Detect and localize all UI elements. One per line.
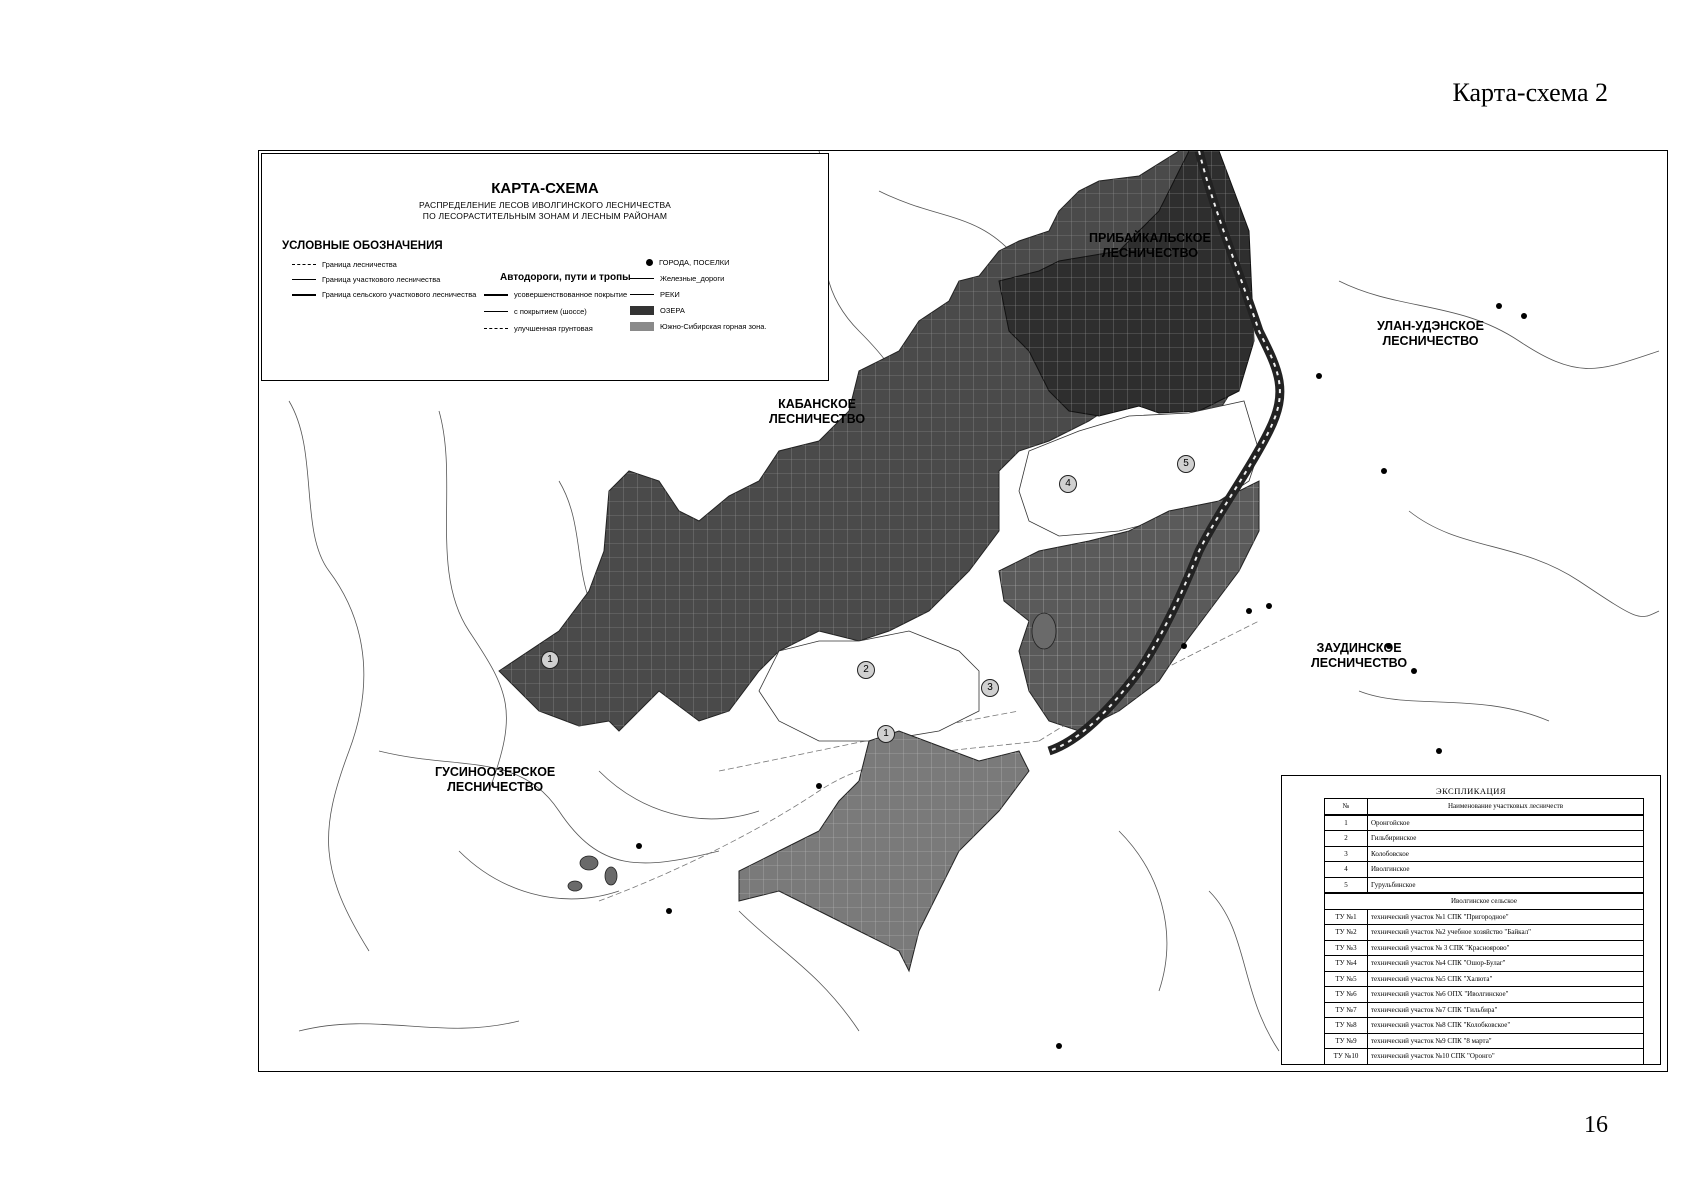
legend-label: Граница участкового лесничества [322, 275, 441, 284]
legend-roads-heading: Автодороги, пути и тропы [500, 272, 631, 283]
table-row [1325, 1002, 1644, 1018]
valley-clearing-south [759, 631, 979, 741]
district-name: ГУСИНООЗЕРСКОЕ [435, 765, 556, 779]
legend-item-road-highway [484, 307, 587, 316]
row-name: технический участок №10 СПК "Оронго" [1368, 1049, 1644, 1065]
district-label-zaudinskoe [1311, 641, 1407, 671]
row-name: Колобовское [1368, 846, 1644, 862]
row-number: 5 [1325, 877, 1368, 893]
district-label-gusinoozerskoe [435, 765, 555, 795]
road-line-icon [484, 328, 508, 329]
table-row [1325, 877, 1644, 893]
row-number: ТУ №7 [1325, 1002, 1368, 1018]
boundary-line-icon [292, 294, 316, 296]
row-number: ТУ №8 [1325, 1018, 1368, 1034]
section-title: Иволгинское сельское [1325, 893, 1644, 909]
district-name: ПРИБАЙКАЛЬСКОЕ [1089, 231, 1211, 245]
row-name: технический участок №7 СПК "Гильбира" [1368, 1002, 1644, 1018]
legend-heading: УСЛОВНЫЕ ОБОЗНАЧЕНИЯ [282, 240, 443, 252]
explication-panel [1281, 775, 1661, 1065]
district-type: ЛЕСНИЧЕСТВО [1382, 334, 1479, 348]
district-marker: 4 [1059, 475, 1077, 493]
table-header [1325, 799, 1644, 815]
legend-item-mountain-zone [630, 322, 766, 331]
row-number: ТУ №4 [1325, 956, 1368, 972]
district-type: ЛЕСНИЧЕСТВО [447, 780, 544, 794]
legend-item-rivers [630, 290, 680, 299]
row-name: технический участок №2 учебное хозяйство "Байкал" [1368, 925, 1644, 941]
railway-line-icon [630, 278, 654, 279]
legend-subtitle-line2: ПО ЛЕСОРАСТИТЕЛЬНЫМ ЗОНАМ И ЛЕСНЫМ РАЙОНАМ [422, 211, 668, 221]
legend-label: с покрытием (шоссе) [514, 307, 587, 316]
legend-label: Граница сельского участкового лесничества [322, 290, 477, 299]
legend-item-towns [638, 258, 730, 267]
table-row [1325, 846, 1644, 862]
legend-label: ОЗЕРА [660, 306, 685, 315]
header-cell: Наименование участковых лесничеств [1368, 799, 1644, 815]
explication-table [1324, 798, 1644, 1065]
row-number: 4 [1325, 862, 1368, 878]
row-name: технический участок №8 СПК "Колобковское" [1368, 1018, 1644, 1034]
row-number: ТУ №6 [1325, 987, 1368, 1003]
table-row [1325, 987, 1644, 1003]
table-row [1325, 1033, 1644, 1049]
district-type: ЛЕСНИЧЕСТВО [1311, 656, 1408, 670]
page-number: 16 [1584, 1112, 1608, 1138]
row-name: Гурульбинское [1368, 877, 1644, 893]
legend-title: КАРТА-СХЕМА [491, 180, 599, 197]
lake-swatch-icon [630, 306, 654, 315]
river-line-icon [630, 294, 654, 295]
legend-label: РЕКИ [660, 290, 680, 299]
table-row [1325, 815, 1644, 831]
row-number: 3 [1325, 846, 1368, 862]
table-row [1325, 831, 1644, 847]
legend-label: Железные_дороги [660, 274, 725, 283]
table-section-row [1325, 893, 1644, 909]
district-type: ЛЕСНИЧЕСТВО [1101, 246, 1198, 260]
district-label-pribaikalskoe [1089, 231, 1211, 261]
boundary-line-icon [292, 264, 316, 265]
road-line-icon [484, 294, 508, 296]
row-number: ТУ №9 [1325, 1033, 1368, 1049]
row-number: ТУ №2 [1325, 925, 1368, 941]
table-row [1325, 1049, 1644, 1065]
table-row [1325, 940, 1644, 956]
legend-item-road-dirt [484, 324, 593, 333]
table-row [1325, 925, 1644, 941]
header-cell: № [1325, 799, 1368, 815]
district-marker: 2 [857, 661, 875, 679]
district-label-kabanskoe [769, 397, 865, 427]
row-number: ТУ №1 [1325, 909, 1368, 925]
row-name: технический участок №1 СПК "Пригородное" [1368, 909, 1644, 925]
row-name: Иволгинское [1368, 862, 1644, 878]
row-number: ТУ №5 [1325, 971, 1368, 987]
road-line-icon [484, 311, 508, 312]
town-dot-icon [646, 259, 653, 266]
row-name: технический участок №5 СПК "Халюта" [1368, 971, 1644, 987]
legend-item-forestry-boundary [292, 260, 397, 269]
explication-title: ЭКСПЛИКАЦИЯ [1435, 786, 1507, 796]
legend-item-lakes [630, 306, 685, 315]
row-number: 1 [1325, 815, 1368, 831]
row-name: технический участок №6 ОПХ "Иволгинское" [1368, 987, 1644, 1003]
legend-label: усовершенствованное покрытие [514, 290, 628, 299]
row-name: Гильбиринское [1368, 831, 1644, 847]
district-name: УЛАН-УДЭНСКОЕ [1377, 319, 1484, 333]
district-marker: 1 [877, 725, 895, 743]
district-marker: 1 [541, 651, 559, 669]
boundary-line-icon [292, 279, 316, 280]
legend-item-railways [630, 274, 724, 283]
legend-item-district-boundary [292, 275, 440, 284]
table-row [1325, 909, 1644, 925]
district-marker: 5 [1177, 455, 1195, 473]
district-label-ulan-udenskoe [1377, 319, 1484, 349]
table-row [1325, 1018, 1644, 1034]
page-header: Карта-схема 2 [1452, 78, 1608, 107]
row-number: 2 [1325, 831, 1368, 847]
table-row [1325, 862, 1644, 878]
row-number: ТУ №3 [1325, 940, 1368, 956]
table-row [1325, 956, 1644, 972]
legend-item-rural-boundary [292, 290, 476, 299]
row-number: ТУ №10 [1325, 1049, 1368, 1065]
legend-label: улучшенная грунтовая [514, 324, 593, 333]
legend-label: Граница лесничества [322, 260, 397, 269]
district-type: ЛЕСНИЧЕСТВО [769, 412, 866, 426]
legend-subtitle-line1: РАСПРЕДЕЛЕНИЕ ЛЕСОВ ИВОЛГИНСКОГО ЛЕСНИЧЕСТВА [419, 200, 671, 210]
district-name: КАБАНСКОЕ [778, 397, 856, 411]
row-name: технический участок №9 СПК "8 марта" [1368, 1033, 1644, 1049]
map-frame [258, 150, 1668, 1072]
district-name: ЗАУДИНСКОЕ [1316, 641, 1402, 655]
map-legend [261, 153, 829, 381]
zone-swatch-icon [630, 322, 654, 331]
row-name: технический участок № 3 СПК "Красноярово" [1368, 940, 1644, 956]
row-name: технический участок №4 СПК "Ошор-Булаг" [1368, 956, 1644, 972]
district-marker: 3 [981, 679, 999, 697]
legend-label: Южно-Сибирская горная зона. [660, 322, 767, 331]
legend-label: ГОРОДА, ПОСЕЛКИ [659, 258, 730, 267]
legend-item-road-paved [484, 290, 627, 299]
table-row [1325, 971, 1644, 987]
row-name: Оронгойское [1368, 815, 1644, 831]
